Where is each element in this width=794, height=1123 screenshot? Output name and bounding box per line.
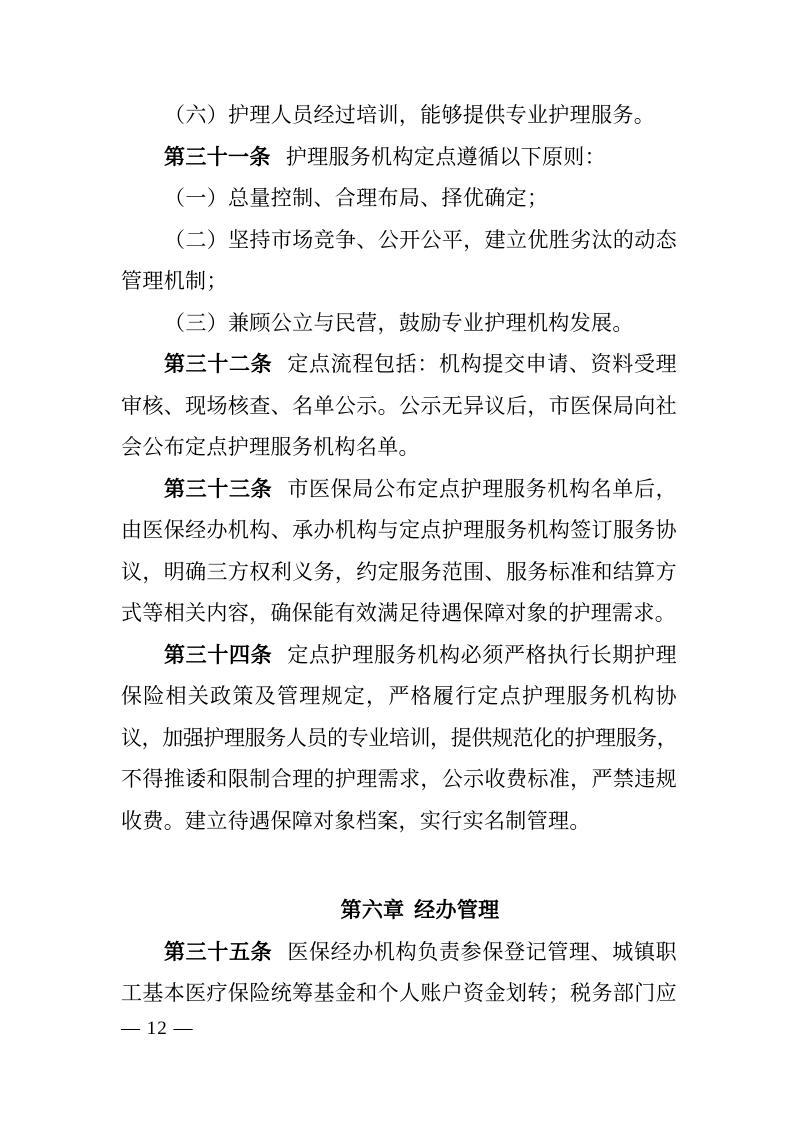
line-text: （一）总量控制、合理布局、择优确定； xyxy=(164,186,549,210)
line-text: 医保经办机构负责参保登记管理、城镇职 xyxy=(287,939,677,964)
line-text: 定点流程包括：机构提交申请、资料受理 xyxy=(287,352,677,376)
text-line xyxy=(121,137,677,179)
text-line xyxy=(121,676,677,718)
line-text: 由医保经办机构、承办机构与定点护理服务机构签订服务协 xyxy=(121,518,677,542)
text-line xyxy=(121,303,677,345)
text-line xyxy=(121,178,677,220)
line-text: 市医保局公布定点护理服务机构名单后， xyxy=(287,476,677,501)
article-number: 第三十一条 xyxy=(164,144,271,169)
article-number: 第三十二条 xyxy=(164,352,273,376)
text-line xyxy=(121,95,677,137)
line-text: 定点护理服务机构必须严格执行长期护理 xyxy=(287,642,677,667)
text-line xyxy=(121,635,677,677)
text-line xyxy=(121,510,677,552)
line-text: 保险相关政策及管理规定，严格履行定点护理服务机构协 xyxy=(121,684,677,708)
line-text: 议，加强护理服务人员的专业培训，提供规范化的护理服务， xyxy=(121,725,677,750)
text-line xyxy=(121,261,677,303)
line-text: （六）护理人员经过培训，能够提供专业护理服务。 xyxy=(164,103,656,127)
page-number: — 12 — xyxy=(121,1018,194,1039)
article-number: 第三十四条 xyxy=(164,642,273,667)
text-line xyxy=(121,801,677,843)
line-text: 第六章 经办管理 xyxy=(340,898,500,922)
document-body xyxy=(121,95,677,1015)
line-text: 式等相关内容，确保能有效满足待遇保障对象的护理需求。 xyxy=(121,601,677,625)
chapter-heading xyxy=(142,890,698,932)
text-line xyxy=(121,718,677,760)
text-line xyxy=(121,386,677,428)
line-text: （二）坚持市场竞争、公开公平，建立优胜劣汰的动态 xyxy=(164,227,677,252)
text-line xyxy=(121,427,677,469)
line-text: 工基本医疗保险统筹基金和个人账户资金划转；税务部门应 xyxy=(121,981,677,1005)
line-text: 议，明确三方权利义务，约定服务范围、服务标准和结算方 xyxy=(121,559,677,584)
text-line xyxy=(121,220,677,262)
text-line xyxy=(121,932,677,974)
article-number: 第三十三条 xyxy=(164,476,273,501)
article-number: 第三十五条 xyxy=(164,939,273,964)
line-text: （三）兼顾公立与民营，鼓励专业护理机构发展。 xyxy=(164,310,634,335)
line-text: 审核、现场核查、名单公示。公示无异议后，市医保局向社 xyxy=(121,393,677,418)
line-text: 不得推诿和限制合理的护理需求，公示收费标准，严禁违规 xyxy=(121,767,677,791)
line-text: 管理机制； xyxy=(121,269,228,293)
line-text: 会公布定点护理服务机构名单。 xyxy=(121,435,420,459)
line-text: 收费。建立待遇保障对象档案，实行实名制管理。 xyxy=(121,808,591,833)
text-line xyxy=(121,469,677,511)
text-line xyxy=(121,759,677,801)
text-line xyxy=(121,973,677,1015)
text-line xyxy=(121,552,677,594)
text-line xyxy=(121,344,677,386)
text-line xyxy=(121,593,677,635)
line-text: 护理服务机构定点遵循以下原则： xyxy=(285,144,606,169)
